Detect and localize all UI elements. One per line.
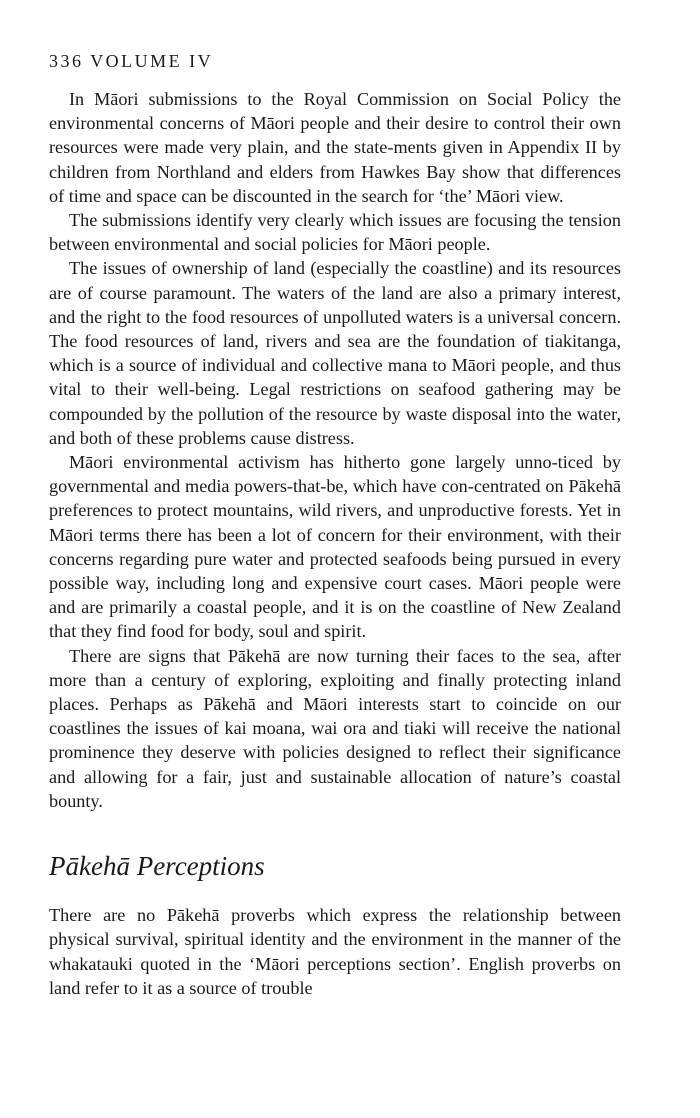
running-head [49, 48, 621, 74]
volume-label: VOLUME IV [90, 51, 214, 71]
body-paragraph-3: The issues of ownership of land (especially the coastline) and its resources are of course paramount. The waters of the land are also a primary interest, and the right to the food resources of unpolluted waters is a universal concern. The food resources of land, rivers and sea are the foundation of tiakitanga, which is a source of individual and collective mana to Māori people, and thus vital to their well-being. Legal restrictions on seafood gathering may be compounded by the pollution of the resource by waste disposal into the water, and both of these problems cause distress. [49, 258, 621, 448]
section-heading: Pākehā Perceptions [49, 851, 265, 882]
body-paragraph-1: In Māori submissions to the Royal Commission on Social Policy the environmental concerns of Māori people and their desire to control their own resources were made very plain, and the state-ments given in Appendix II by children from Northland and elders from Hawkes Bay show that differences of time and space can be discounted in the search for ‘the’ Māori view. [49, 89, 621, 206]
book-page [49, 48, 621, 1000]
body-paragraph-5: There are signs that Pākehā are now turning their faces to the sea, after more than a century of exploring, exploiting and finally protecting inland places. Perhaps as Pākehā and Māori interests start to coincide on our coastlines the issues of kai moana, wai ora and tiaki will receive the national prominence they deserve with policies designed to reflect their significance and allowing for a fair, just and sustainable allocation of nature’s coastal bounty. [49, 645, 621, 811]
page-number: 336 [49, 51, 84, 71]
section-paragraph-1: There are no Pākehā proverbs which express the relationship between physical survival, spiritual identity and the environment in the manner of the whakatauki quoted in the ‘Māori perceptions section’. English proverbs on land refer to it as a source of trouble [49, 905, 621, 998]
body-paragraph-2: The submissions identify very clearly which issues are focusing the tension between environmental and social policies for Māori people. [49, 210, 621, 255]
body-paragraph-4: Māori environmental activism has hitherto gone largely unno-ticed by governmental and media powers-that-be, which have con-centrated on Pākehā preferences to protect mountains, wild rivers, and unproductive forests. Yet in Māori terms there has been a lot of concern for their environment, with their concerns regarding pure water and protected seafoods being pursued in every possible way, including long and expensive court cases. Māori people were and are primarily a coastal people, and it is on the coastline of New Zealand that they find food for body, soul and spirit. [49, 452, 621, 642]
